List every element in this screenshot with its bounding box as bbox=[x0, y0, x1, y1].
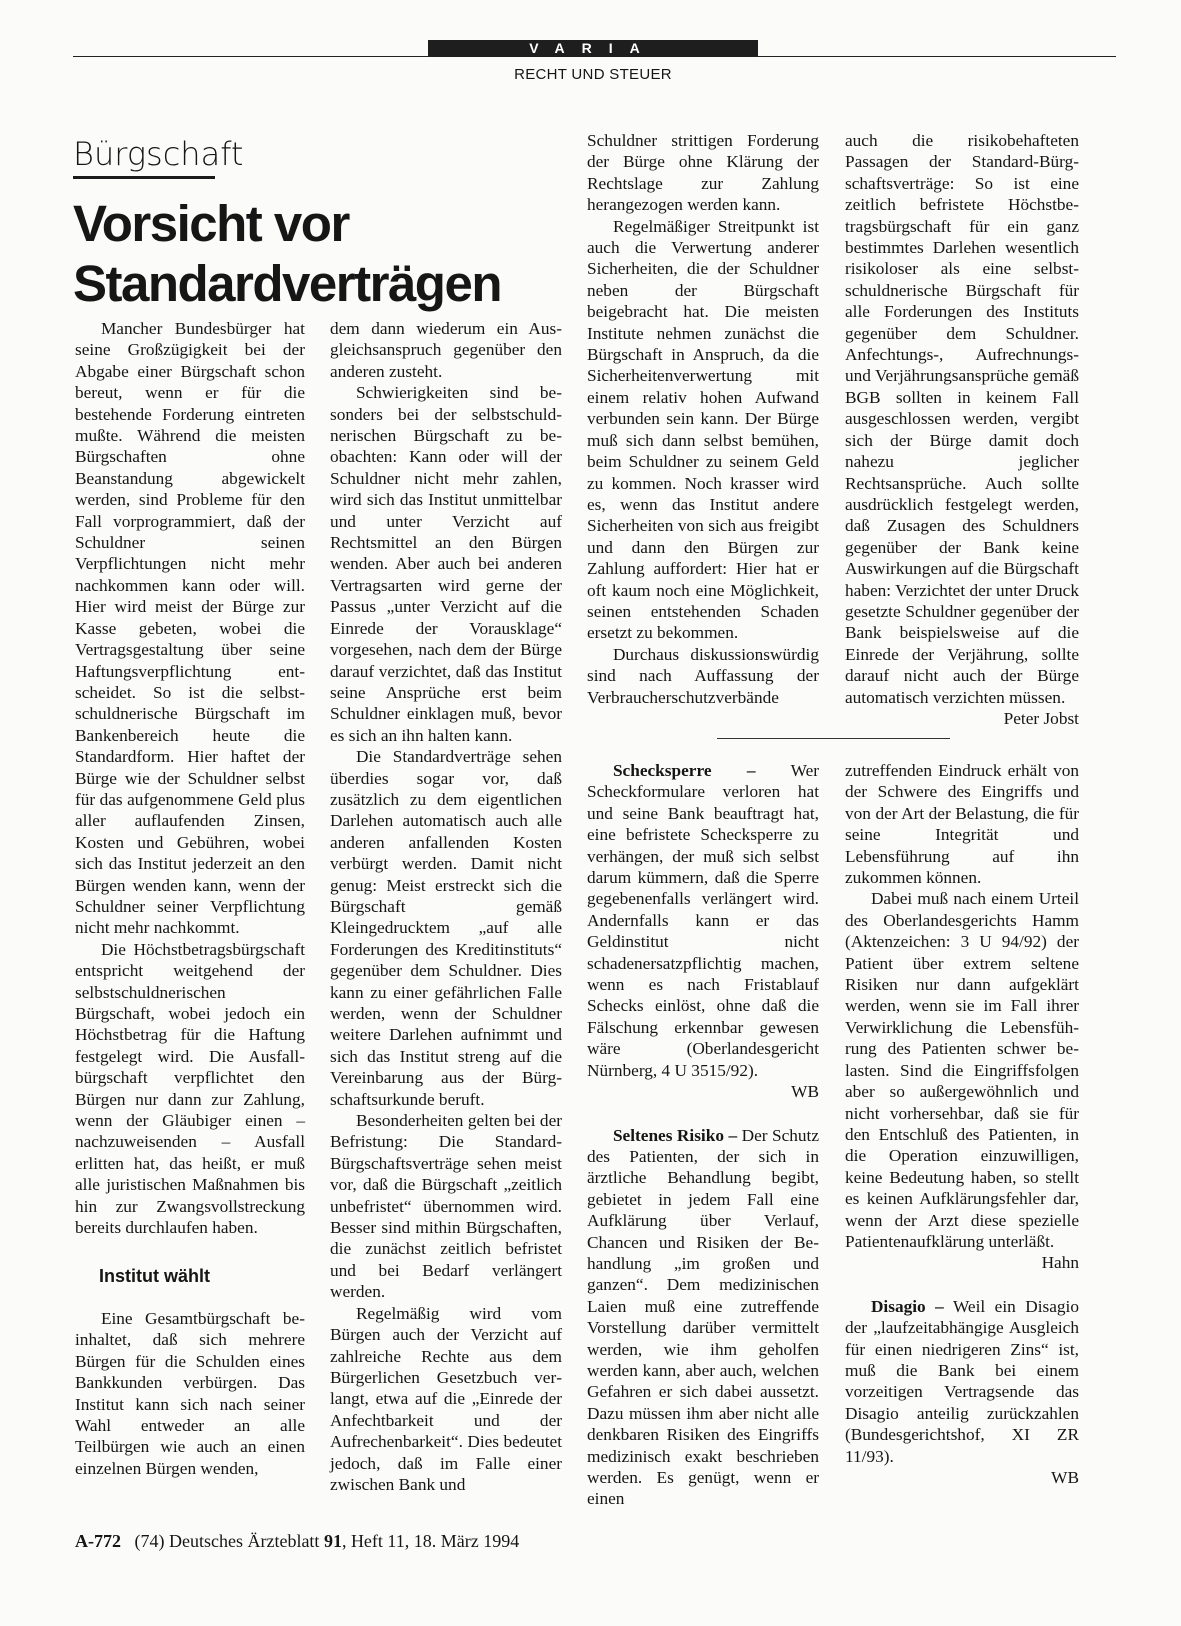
paragraph: Besonderheiten gelten bei der Befristung: Die Standard-Bürgschaftsverträge sehen meist vor, daß die Bürgschaft „zeitlich unbefristet“ übernommen wird. Besser sind mithin Bürgschaften, die zunächst zeitlich befristet und bei Bedarf verlängert werden. bbox=[330, 1111, 562, 1302]
paragraph: Mancher Bundesbürger hat seine Großzügigkeit bei der Abgabe einer Bürgschaft schon bereut, wenn er für die bestehende Forderung eintreten mußte. Während die meisten Bürgschaften ohne Beanstandung abgewickelt werden, sind Probleme für den Fall vorprogrammiert, daß der Schuldner seinen Verpflichtungen nicht mehr nachkommen kann oder will. Hier wird meist der Bürge zur Kasse gebeten, wobei die Vertragsgestaltung über seine Haftungsverpflichtung entscheidet. So ist die selbstschuldnerische Bürgschaft im Bankenbereich heute die Standardform. Hier haftet der Bürge wie der Schuldner selbst für das aufgenommene Geld plus aller auflaufenden Zinsen, Kosten und Gebühren, wobei sich das Institut jederzeit an den Bürgen wenden kann, wenn der Schuldner seiner Verpflichtung nicht mehr nachkommt. bbox=[75, 319, 305, 938]
article-column-1-continued bbox=[75, 1308, 305, 1479]
separator-rule bbox=[717, 738, 950, 739]
briefs-column-4 bbox=[845, 760, 1079, 1488]
brief-title: Schecksperre – bbox=[612, 761, 756, 780]
brief-text: Dabei muß nach einem Urteil des Oberlandesgerichts Hamm (Aktenzeichen: 3 U 94/92) der Patient über extrem seltene Risiken nur dann aufgeklärt werden, wenn sie im Fall ihrer Verwirklichung die Lebensführung des Patienten schwer belasten. Sind die Eingriffsfolgen aber so außergewöhnlich und nicht vorhersehbar, daß sie für den Entschluß des Patienten, in die Operation einzuwilligen, keine Bedeutung haben, so stellt es keinen Aufklärungsfehler dar, wenn der Arzt diese spezielle Patientenaufklärung unterläßt. bbox=[845, 889, 1079, 1251]
brief-title: Disagio – bbox=[870, 1296, 944, 1316]
brief-seltenes-risiko bbox=[587, 1125, 819, 1510]
paragraph: Regelmäßiger Streitpunkt ist auch die Verwertung anderer Sicherheiten, die der Schuldner neben der Bürgschaft beigebracht hat. Die meisten Institute nehmen zunächst die Bürgschaft in Anspruch, da die Sicherheitenverwertung mit einem relativ hohen Aufwand verbunden sein kann. Der Bürge muß sich dann selbst bemühen, beim Schuldner zu seinem Geld zu kommen. Noch krasser wird es, wenn das Institut andere Sicherheiten von sich aus freigibt und dann den Bürgen zur Zahlung auffordert: Hier hat er oft kaum noch eine Möglichkeit, seinen entstehenden Schaden ersetzt zu bekommen. bbox=[587, 216, 819, 643]
brief-sign: WB bbox=[1051, 1468, 1079, 1487]
brief-title: Seltenes Risiko – bbox=[612, 1125, 738, 1145]
folio: A-772 bbox=[75, 1531, 121, 1551]
journal-citation: (74) Deutsches Ärzteblatt bbox=[134, 1531, 320, 1551]
page-footer bbox=[75, 1531, 519, 1552]
article-column-3 bbox=[587, 130, 819, 708]
paragraph: auch die risikobehafteten Passagen der Standard-Bürgschaftsverträge: So ist eine zeitlich befristete Höchstbetragsbürgschaft für ein ganz bestimmtes Darlehen wesentlich risikoloser als eine selbstschuldnerische Bürgschaft für alle Forderungen des Instituts gegenüber dem Schuldner. Anfechtungs-, Aufrechnungs- und Verjährungsansprüche gemäß BGB sollten in keinem Fall ausgeschlossen werden, vergibt sich der Bürge damit doch nahezu jeglicher Rechtsansprüche. Auch sollte ausdrücklich festgelegt werden, daß Zusagen des Schuldners gegenüber der Bank keine Auswirkungen auf die Bürgschaft haben: Verzichtet der unter Druck gesetzte Schuldner gegenüber der Bank beispielsweise auf die Einrede der Verjährung, sollte darauf nicht auch der Bürge automatisch verzichten müssen. bbox=[845, 131, 1079, 707]
issue-date: , Heft 11, 18. März 1994 bbox=[341, 1531, 520, 1551]
article-column-2 bbox=[330, 318, 562, 1495]
section-bar: VARIA bbox=[428, 40, 758, 57]
volume-number: 91 bbox=[323, 1531, 342, 1551]
paragraph: Die Höchstbetragsbürgschaft entspricht weitgehend der selbstschuldnerischen Bürgschaft, wobei jedoch ein Höchstbetrag für die Haftung festgelegt wird. Die Ausfallbürgschaft verpflichtet den Bürgen nur dann zur Zahlung, wenn der Gläubiger einen – nachzuweisenden – Ausfall erlitten hat, das heißt, er muß alle juristischen Maßnahmen bis hin zur Zwangsvollstreckung bereits durchlaufen haben. bbox=[75, 939, 305, 1238]
article-author: Peter Jobst bbox=[1003, 708, 1079, 728]
briefs-column-3 bbox=[587, 760, 819, 1510]
section-label: RECHT UND STEUER bbox=[514, 66, 672, 83]
brief-disagio bbox=[845, 1296, 1079, 1467]
paragraph: dem dann wiederum ein Ausgleichsanspruch gegenüber den anderen zusteht. bbox=[330, 319, 562, 381]
brief-text: Wer Scheckformulare verloren hat und seine Bank beauftragt hat, eine befristete Schecksperre zu verhängen, der muß sich selbst darum kümmern, daß die Sperre gegebenenfalls verlängert wird. Andernfalls kann er das Geldinstitut nicht schadenersatzpflichtig machen, wenn es nach Fristablauf Schecks einlöst, ohne daß die Fälschung erkennbar gewesen wäre (Oberlandesgericht Nürnberg, 4 U 3515/92). bbox=[587, 761, 820, 1080]
article-column-1 bbox=[75, 318, 305, 1238]
brief-text: Der Schutz des Patienten, der sich in ärztliche Behandlung begibt, gebietet in jedem Fall eine Aufklärung über Verlauf, Chancen und Risiken der Behandlung „im großen und ganzen“. Dem medizinischen Laien muß eine zutreffende Vorstellung darüber vermittelt werden, wie ihm geholfen werden kann, aber auch, welchen Gefahren er sich dabei aussetzt. Dazu müssen ihm aber nicht alle denkbaren Risiken des Eingriffs medizinisch exakt beschrieben werden. Es genügt, wenn er einen bbox=[587, 1125, 820, 1509]
kicker-underline bbox=[73, 176, 215, 179]
article-headline: Vorsicht vor Standardverträgen bbox=[73, 195, 501, 312]
paragraph: Eine Gesamtbürgschaft beinhaltet, daß sich mehrere Bürgen für die Schulden eines Bankkunden verbürgen. Das Institut kann sich nach seiner Wahl entweder an alle Teilbürgen wie auch an einen einzelnen Bürgen wenden, bbox=[75, 1309, 305, 1478]
paragraph: Schuldner strittigen Forderung der Bürge ohne Klärung der Rechtslage zur Zahlung herangezogen werden kann. bbox=[587, 131, 819, 215]
brief-schecksperre bbox=[587, 760, 819, 1081]
subheading-institut: Institut wählt bbox=[99, 1266, 210, 1286]
brief-sign: WB bbox=[791, 1082, 819, 1102]
article-column-4 bbox=[845, 130, 1079, 729]
article-kicker: Bürgschaft bbox=[73, 135, 244, 173]
paragraph: Die Standardverträge sehen überdies sogar vor, daß zusätzlich zu dem eigentlichen Darlehen automatisch auch alle anderen anfallenden Kosten verbürgt werden. Damit nicht genug: Meist erstreckt sich die Bürgschaft gemäß Kleingedrucktem „auf alle Forderungen des Kreditinstituts“ gegenüber dem Schuldner. Dies kann zu einer gefährlichen Falle werden, wenn der Schuldner weitere Darlehen aufnimmt und sich das Institut streng auf die Vereinbarung aus der Bürgschaftsurkunde beruft. bbox=[330, 747, 562, 1109]
paragraph: Regelmäßig wird vom Bürgen auch der Verzicht auf zahlreiche Rechte aus dem Bürgerlichen Gesetzbuch verlangt, etwa auf die „Einrede der Anfechtbarkeit und der Aufrechenbarkeit“. Dies bedeutet jedoch, daß im Falle einer zwischen Bank und bbox=[330, 1303, 562, 1494]
brief-text-continued: zutreffenden Eindruck erhält von der Schwere des Eingriffs und von der Art der Belastung, die für seine Integrität und Lebensführung auf ihn zukommen können. bbox=[845, 761, 1079, 888]
paragraph: Durchaus diskussionswürdig sind nach Auffassung der Verbraucherschutzverbände bbox=[587, 644, 819, 707]
paragraph: Schwierigkeiten sind besonders bei der selbstschuldnerischen Bürgschaft zu beobachten: Kann oder will der Schuldner nicht mehr zahlen, wird sich das Institut unmittelbar und unter Verzicht auf Rechtsmittel an den Bürgen wenden. Aber auch bei anderen Vertragsarten wird gerne der Passus „unter Verzicht auf die Einrede der Vorausklage“ vorgesehen, nach dem der Bürge darauf verzichtet, daß das Institut seine Ansprüche erst beim Schuldner einklagen muß, bevor es sich an ihn halten kann. bbox=[330, 383, 562, 745]
brief-text: Weil ein Disagio der „laufzeitabhängige Ausgleich für einen niedrigeren Zins“ ist, muß die Bank bei einem vorzeitigen Vertragsende das Disagio anteilig zurückzahlen (Bundesgerichtshof, XI ZR 11/93). bbox=[845, 1296, 1079, 1466]
brief-sign: Hahn bbox=[1041, 1253, 1079, 1273]
